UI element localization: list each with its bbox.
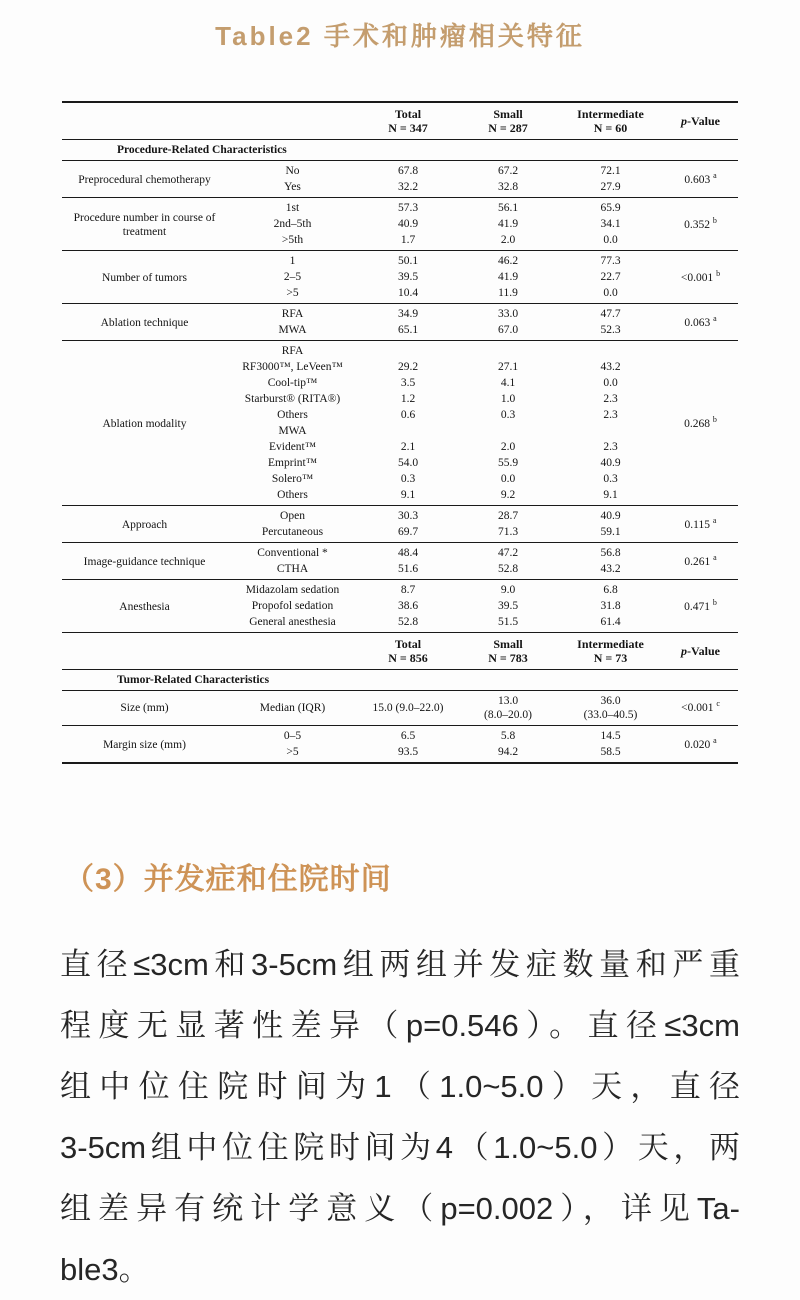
cell-subcategory: MWA (278, 324, 307, 336)
cell-small: 41.9 (497, 271, 519, 283)
cell-intermediate: 31.8 (600, 600, 621, 612)
table-row (62, 691, 738, 726)
cell-intermediate: 6.8 (558, 580, 663, 599)
cell-intermediate: 58.5 (600, 746, 621, 758)
header-blank-cell (62, 102, 358, 140)
paragraph-line: 组中位住院时间为1（1.0~5.0）天，直径 (60, 1069, 740, 1104)
cell-subcategory: CTHA (276, 563, 309, 575)
cell-category-label: Procedure number in course of treatment (62, 198, 227, 251)
cell-total: 3.5 (400, 377, 416, 389)
cell-intermediate: 56.8 (558, 543, 663, 562)
cell-subcategory: RF3000™, LeVeen™ (242, 361, 343, 373)
cell-subcategory: Yes (284, 181, 301, 193)
header-cell-intermediate (558, 102, 663, 140)
cell-pvalue: 0.115 $^a$ (663, 506, 738, 543)
section-heading: （3）并发症和住院时间 (64, 863, 392, 896)
cell-subcategory: Median (IQR) (227, 691, 358, 726)
pvalue-footnote-marker: b (716, 269, 721, 279)
cell-subcategory: 2–5 (283, 271, 302, 283)
cell-total: 50.1 (358, 251, 458, 270)
cell-small: 47.2 (458, 543, 558, 562)
cell-subcategory: 1st (227, 198, 358, 217)
cell-small: 0.0 (500, 473, 516, 485)
page-title: Table2 手术和肿瘤相关特征 (215, 21, 585, 51)
cell-subcategory: RFA (227, 304, 358, 323)
cell-total: 29.2 (397, 361, 419, 373)
cell-intermediate: 40.9 (558, 506, 663, 525)
cell-line: Small (493, 107, 523, 121)
header-cell-total (358, 102, 458, 140)
pvalue-footnote-marker: a (713, 314, 717, 324)
characteristics-table (62, 101, 738, 764)
cell-total: 34.9 (358, 304, 458, 323)
cell-subcategory: Evident™ (268, 441, 317, 453)
cell-pvalue: 0.261 $^a$ (663, 543, 738, 580)
cell-line: Intermediate (577, 107, 644, 121)
header-cell-small (458, 102, 558, 140)
cell-small: 28.7 (458, 506, 558, 525)
cell-subcategory: >5 (286, 287, 299, 299)
cell-small: 94.2 (497, 746, 519, 758)
cell-subcategory: MWA (278, 425, 307, 437)
cell-total: 38.6 (397, 600, 419, 612)
cell-subcategory: Emprint™ (268, 457, 317, 469)
cell-small: 56.1 (458, 198, 558, 217)
section-title-cell: Tumor-Related Characteristics (62, 670, 738, 691)
cell-subcategory: RFA (227, 341, 358, 360)
cell-subcategory: Solero™ (271, 473, 314, 485)
cell-total: 6.5 (358, 726, 458, 745)
cell-intermediate: 47.7 (558, 304, 663, 323)
cell-line: (33.0–40.5) (583, 709, 638, 721)
cell-total: 51.6 (397, 563, 419, 575)
cell-intermediate: 59.1 (600, 526, 621, 538)
cell-small: 2.0 (500, 441, 516, 453)
cell-intermediate: 2.3 (603, 409, 618, 421)
section-title-row (62, 140, 738, 161)
cell-total: 93.5 (397, 746, 419, 758)
table-row (62, 726, 738, 745)
cell-intermediate: 52.3 (600, 324, 621, 336)
cell-line: Total (394, 107, 422, 121)
cell-category-label: Number of tumors (62, 251, 227, 304)
cell-total: 54.0 (397, 457, 419, 469)
cell-line: Small (493, 637, 523, 651)
cell-total (358, 423, 458, 439)
cell-small: 4.1 (500, 377, 516, 389)
cell-small: 9.0 (458, 580, 558, 599)
cell-intermediate: 2.3 (603, 441, 618, 453)
cell-line: N = 856 (388, 651, 428, 665)
cell-intermediate: 27.9 (600, 181, 621, 193)
cell-line: 36.0 (600, 695, 621, 707)
cell-small: 46.2 (458, 251, 558, 270)
cell-subcategory: 2nd–5th (273, 218, 312, 230)
body-paragraph (60, 934, 740, 1300)
cell-subcategory: Starburst® (RITA®) (244, 393, 341, 405)
cell-total: 57.3 (358, 198, 458, 217)
section-title-cell: Procedure-Related Characteristics (62, 140, 738, 161)
cell-total: 8.7 (358, 580, 458, 599)
cell-intermediate: 2.3 (603, 393, 618, 405)
cell-pvalue: 0.020 $^a$ (663, 726, 738, 764)
cell-total: 67.8 (358, 161, 458, 180)
cell-total: 65.1 (397, 324, 419, 336)
cell-intermediate (558, 691, 663, 726)
pvalue-footnote-marker: b (712, 415, 717, 425)
cell-intermediate: 22.7 (600, 271, 621, 283)
cell-pvalue: 0.603 $^a$ (663, 161, 738, 198)
cell-intermediate: 43.2 (600, 361, 621, 373)
header-cell-pvalue: p-Value (663, 102, 738, 140)
cell-small: 33.0 (458, 304, 558, 323)
cell-subcategory: Others (277, 489, 308, 501)
cell-subcategory: Others (277, 409, 308, 421)
cell-small: 2.0 (500, 234, 516, 246)
cell-intermediate: 9.1 (603, 489, 618, 501)
cell-intermediate: 65.9 (558, 198, 663, 217)
cell-small: 27.1 (497, 361, 519, 373)
cell-small (458, 423, 558, 439)
cell-subcategory: Midazolam sedation (227, 580, 358, 599)
table-row (62, 506, 738, 525)
cell-pvalue: 0.471 $^b$ (663, 580, 738, 633)
cell-category-label: Ablation technique (62, 304, 227, 341)
cell-pvalue: 0.352 $^b$ (663, 198, 738, 251)
pvalue-footnote-marker: a (713, 736, 717, 746)
cell-total: 10.4 (397, 287, 419, 299)
paragraph-line: 直径≤3cm和3-5cm组两组并发症数量和严重 (60, 947, 740, 982)
pvalue-footnote-marker: c (716, 699, 720, 709)
cell-category-label: Anesthesia (62, 580, 227, 633)
header-cell-intermediate (558, 633, 663, 670)
cell-small: 67.0 (497, 324, 519, 336)
cell-small: 55.9 (497, 457, 519, 469)
cell-small: 67.2 (458, 161, 558, 180)
cell-subcategory: Percutaneous (261, 526, 324, 538)
cell-line: N = 73 (593, 651, 628, 665)
pvalue-footnote-marker: b (712, 216, 717, 226)
paragraph-line: 3-5cm组中位住院时间为4（1.0~5.0）天，两 (60, 1130, 740, 1165)
cell-total: 15.0 (9.0–22.0) (358, 691, 458, 726)
cell-category-label: Approach (62, 506, 227, 543)
cell-small: 52.8 (497, 563, 519, 575)
cell-total: 32.2 (397, 181, 419, 193)
cell-line: Intermediate (577, 637, 644, 651)
cell-category-label: Margin size (mm) (62, 726, 227, 764)
cell-total: 39.5 (397, 271, 419, 283)
paragraph-line: ble3。 (60, 1252, 150, 1287)
cell-total: 1.2 (400, 393, 416, 405)
header-cell-small (458, 633, 558, 670)
cell-small: 11.9 (498, 287, 518, 299)
cell-category-label: Ablation modality (62, 341, 227, 506)
cell-small: 32.8 (497, 181, 519, 193)
cell-small (458, 341, 558, 360)
cell-small (458, 691, 558, 726)
table-row (62, 251, 738, 270)
cell-subcategory: General anesthesia (249, 616, 336, 628)
cell-total: 30.3 (358, 506, 458, 525)
cell-total: 52.8 (397, 616, 419, 628)
cell-intermediate: 0.0 (603, 377, 618, 389)
table-row (62, 161, 738, 180)
cell-pvalue: <0.001 $^c$ (663, 691, 738, 726)
cell-total: 40.9 (397, 218, 419, 230)
cell-subcategory: Open (227, 506, 358, 525)
cell-total: 0.3 (400, 473, 416, 485)
cell-category-label: Size (mm) (62, 691, 227, 726)
cell-small: 5.8 (458, 726, 558, 745)
cell-total: 69.7 (397, 526, 419, 538)
table-header-row (62, 633, 738, 670)
cell-subcategory: >5th (281, 234, 304, 246)
cell-subcategory: Conventional * (227, 543, 358, 562)
cell-subcategory: Cool-tip™ (267, 377, 318, 389)
cell-intermediate: 0.0 (603, 234, 618, 246)
cell-line: 13.0 (497, 695, 519, 707)
cell-intermediate: 72.1 (558, 161, 663, 180)
cell-category-label: Preprocedural chemotherapy (62, 161, 227, 198)
table-row (62, 304, 738, 323)
paragraph-line: 程度无显著性差异（p=0.546）。直径≤3cm (60, 1008, 740, 1043)
cell-small: 71.3 (497, 526, 519, 538)
cell-intermediate: 34.1 (600, 218, 621, 230)
cell-small: 1.0 (500, 393, 516, 405)
pvalue-p: p (681, 114, 688, 128)
section-title-row (62, 670, 738, 691)
cell-intermediate: 43.2 (600, 563, 621, 575)
cell-small: 41.9 (497, 218, 519, 230)
cell-total: 9.1 (400, 489, 416, 501)
cell-subcategory: >5 (286, 746, 299, 758)
article-page (0, 16, 800, 1300)
cell-intermediate: 0.0 (603, 287, 618, 299)
pvalue-footnote-marker: b (712, 598, 717, 608)
cell-subcategory: 0–5 (227, 726, 358, 745)
cell-line: N = 287 (488, 121, 528, 135)
cell-line: N = 347 (388, 121, 428, 135)
pvalue-p: p (681, 644, 688, 658)
cell-intermediate: 0.3 (603, 473, 618, 485)
cell-intermediate: 61.4 (600, 616, 621, 628)
cell-intermediate: 77.3 (558, 251, 663, 270)
cell-line: N = 60 (593, 121, 628, 135)
pvalue-footnote-marker: a (713, 171, 717, 181)
cell-subcategory: 1 (227, 251, 358, 270)
header-cell-pvalue: p-Value (663, 633, 738, 670)
cell-small: 51.5 (497, 616, 519, 628)
table-row (62, 341, 738, 360)
cell-total: 48.4 (358, 543, 458, 562)
cell-total (358, 341, 458, 360)
cell-line: (8.0–20.0) (484, 709, 532, 721)
cell-small: 39.5 (497, 600, 519, 612)
cell-pvalue: 0.063 $^a$ (663, 304, 738, 341)
table-header-row (62, 102, 738, 140)
header-cell-total (358, 633, 458, 670)
cell-small: 9.2 (500, 489, 516, 501)
cell-intermediate: 14.5 (558, 726, 663, 745)
cell-total: 0.6 (400, 409, 416, 421)
table-row (62, 543, 738, 562)
cell-pvalue: <0.001 $^b$ (663, 251, 738, 304)
cell-total: 1.7 (400, 234, 416, 246)
cell-subcategory: No (227, 161, 358, 180)
cell-intermediate (558, 341, 663, 360)
cell-category-label: Image-guidance technique (62, 543, 227, 580)
paragraph-line: 组差异有统计学意义（p=0.002），详见Ta- (60, 1191, 740, 1226)
cell-small: 0.3 (500, 409, 516, 421)
cell-pvalue: 0.268 $^b$ (663, 341, 738, 506)
pvalue-footnote-marker: a (713, 553, 717, 563)
pvalue-footnote-marker: a (712, 516, 717, 526)
table2-container (62, 101, 738, 764)
cell-intermediate: 40.9 (600, 457, 621, 469)
cell-line: N = 783 (488, 651, 528, 665)
cell-intermediate (558, 423, 663, 439)
table-row (62, 198, 738, 217)
header-blank-cell (62, 633, 358, 670)
cell-line: Total (394, 637, 422, 651)
cell-subcategory: Propofol sedation (251, 600, 334, 612)
table-row (62, 580, 738, 599)
cell-total: 2.1 (400, 441, 416, 453)
